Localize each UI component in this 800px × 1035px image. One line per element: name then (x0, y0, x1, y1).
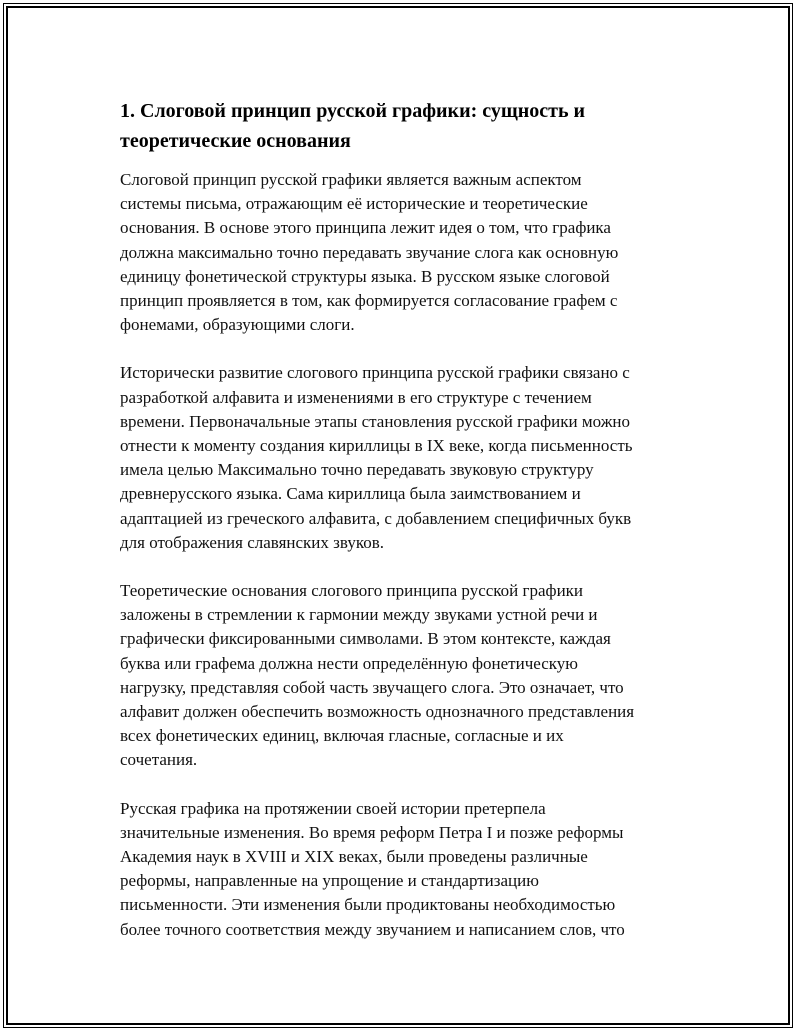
text-line: письменности. Эти изменения были продиктованы необходимостью (120, 895, 616, 915)
text-line: принцип проявляется в том, как формируется согласование графем с (120, 291, 618, 311)
document-page (6, 6, 790, 1025)
text-line: Теоретические основания слогового принципа русской графики (120, 581, 584, 601)
text-line: основания. В основе этого принципа лежит идея о том, что графика (120, 218, 611, 238)
paragraph-1 (120, 168, 690, 337)
text-line: заложены в стремлении к гармонии между звуками устной речи и (120, 605, 598, 625)
text-line: нагрузку, представляя собой часть звучащего слога. Это означает, что (120, 677, 624, 697)
text-line: времени. Первоначальные этапы становления русской графики можно (120, 411, 631, 431)
text-line: имела целью Максимально точно передавать звуковую структуру (120, 460, 594, 480)
text-line: должна максимально точно передавать звучание слога как основную (120, 242, 619, 262)
text-line: более точного соответствия между звучанием и написанием слов, что (120, 919, 625, 939)
paragraph-3 (120, 579, 690, 773)
text-line: Русская графика на протяжении своей истории претерпела (120, 798, 546, 818)
text-line: Академия наук в XVIII и XIX веках, были проведены различные (120, 847, 588, 867)
text-line: адаптацией из греческого алфавита, с добавлением специфичных букв (120, 508, 632, 528)
text-line: древнерусского языка. Сама кириллица была заимствованием и (120, 484, 581, 504)
text-line: отнести к моменту создания кириллицы в IX веке, когда письменность (120, 436, 633, 456)
paragraph-4 (120, 797, 690, 942)
text-line: алфавит должен обеспечить возможность однозначного представления (120, 702, 635, 722)
text-line: единицу фонетической структуры языка. В русском языке слоговой (120, 266, 610, 286)
text-line: буква или графема должна нести определённую фонетическую (120, 653, 578, 673)
text-line: фонемами, образующими слоги. (120, 315, 355, 335)
text-line: всех фонетических единиц, включая гласные, согласные и их (120, 726, 564, 746)
text-line: графически фиксированными символами. В этом контексте, каждая (120, 629, 611, 649)
paragraph-2 (120, 361, 690, 555)
text-line: сочетания. (120, 750, 198, 770)
section-title (120, 96, 690, 156)
title-line: теоретические основания (120, 130, 351, 152)
text-line: Исторически развитие слогового принципа русской графики связано с (120, 363, 630, 383)
text-line: Слоговой принцип русской графики является важным аспектом (120, 170, 582, 189)
text-line: системы письма, отражающим её исторические и теоретические (120, 194, 588, 214)
text-line: разработкой алфавита и изменениями в его структуре с течением (120, 387, 592, 407)
text-line: значительные изменения. Во время реформ Петра I и позже реформы (120, 822, 624, 842)
title-line: 1. Слоговой принцип русской графики: сущность и (120, 100, 586, 122)
text-line: для отображения славянских звуков. (120, 532, 384, 552)
text-line: реформы, направленные на упрощение и стандартизацию (120, 871, 539, 891)
document-content (120, 96, 690, 966)
